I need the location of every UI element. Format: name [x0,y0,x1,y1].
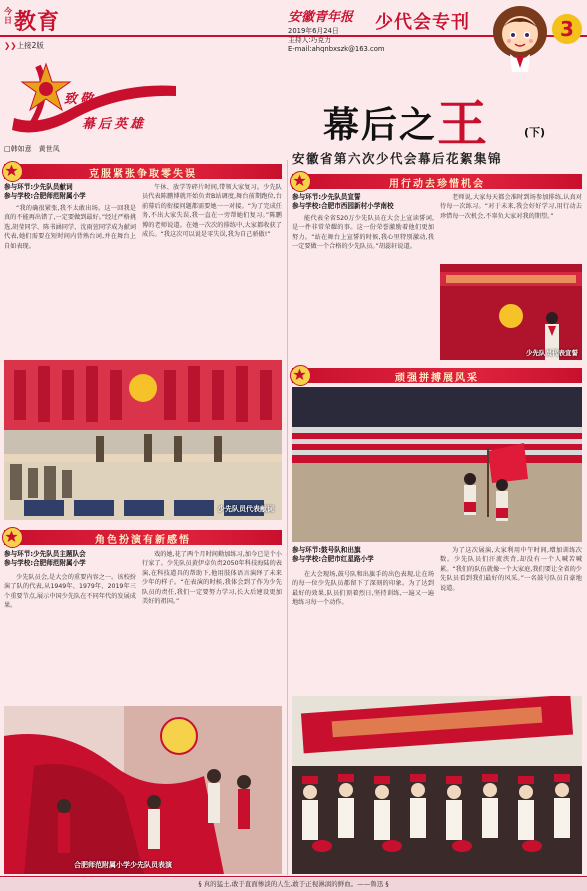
cartoon-girl-illustration [488,2,552,74]
article-paragraph: 老师说,大家每天都会准时到场参加排练,认真对待每一次练习。“对于未来,我会好好学习,用行动去珍惜每一次机会,不辜负大家对我的期望。” [440,194,582,220]
feature-subtitle: 安徽省第六次少代会幕后花絮集锦 [292,151,503,166]
section-info-line: 参与学校:合肥师范附属小学 [4,559,86,567]
section-info-line: 参与环节:少先队员宣誓 [292,193,361,201]
section-info-line: 参与环节:少先队员献词 [4,183,73,191]
stage-photo [4,360,282,520]
section-info-line: 参与学校:合肥师范附属小学 [4,192,86,200]
feature-title-main: 幕后之 [323,104,438,146]
drum-band-photo [292,696,582,874]
article-paragraph: 能代表全省520万少先队员在大会上宣读誓词,是一件非常荣耀的事。这一份荣誉激励着他们更加努力。“站在舞台上宣誓的时候,我心里特别激动,我一定要做一个合格的少先队员。”胡蕊轩说道。 [292,215,434,251]
section-title: 用行动去珍惜机会 [389,179,485,190]
section-info-line: 参与环节:少先队员主题队会 [4,550,86,558]
article-paragraph: 戏的她,花了两个月时间勤加练习,加今已是个小行家了。少先队员黄伊卓负责2050年科技海陆的表演,在科技道具的帮助下,他用肢体语言演绎了未来少年的样子。“在表演的时候,我体会到了作为少先队员的责任,我们一定要努力学习,长大后建设更加美好的祖国。” [142,551,282,606]
section-info-line: 参与学校:合肥市西园新村小学南校 [292,202,394,210]
article-text [440,193,582,261]
issue-meta [288,27,385,54]
article-text [292,214,434,360]
section-logo [2,3,60,33]
issue-editor: 主持人:巧克力 [288,36,332,44]
masthead-line-1: 致敬 [64,92,97,107]
photo-caption: 合肥师范附属小学少先队员表演 [74,861,172,869]
issue-email: E-mail:ahqnbxszk@163.com [288,45,385,53]
continued-label: 上接2版 [16,41,44,50]
section-info [4,550,132,568]
article-paragraph: 少先队员会,是大会的重要内容之一。该校扮演了队的代表,从1949年、1979年、2019年三个重要节点,展示中国少先队在不同年代的发展成果。 [4,574,136,610]
section-info-line: 参与学校:合肥市红星路小学 [292,555,374,563]
article-text [142,550,282,701]
article-paragraph: “我的确很紧张,我不太敢出场。这一回我是真的不能再出错了,一定要做到最好。”经过严格挑选,胡莹同学、陈书涵同学、沈雨萱同学成为献词代表,她们需要在短时间内背熟台词,并在舞台上自如表现。 [4,205,136,250]
article-paragraph: 为了这次展演,大家利用中午时间,增加训练次数。少先队员们汗流浃背,却没有一个人喊苦喊累。“我们的队伍就像一个大家庭,我们要让全省的少先队员看到我们最好的风采。”一名鼓号队员自豪地说道。 [440,547,582,592]
feature-title-highlight: 王 [437,94,490,153]
continued-arrow-icon: ❯❯ [4,41,17,50]
footer-rule [0,876,587,877]
section-title: 顽强拼搏展风采 [395,373,479,384]
article-paragraph: 午休、放学等碎片时间,带领大家复习。少先队员代表陈鹏博就开始负责B站调度,舞台前期跑位,台前幕后的衔接问题都需要她一一对接。“为了完成任务,不出大家失误,我一直在一旁帮她们复习。”陈鹏博的老师说道。在她一次次的排练中,大家都收获了成长。“我这次可以说是零失误,我为自己骄傲!” [142,184,282,239]
section-info [292,193,432,211]
footer-quote: § 真的猛士,敢于直面惨淡的人生,敢于正视淋漓的鲜血。——鲁迅 § [0,878,587,891]
section-header-s1 [4,164,282,179]
continued-note [4,40,44,51]
newspaper-name: 安徽青年报 [288,10,354,25]
photo-caption: 少先队员代表宣誓 [526,349,578,357]
masthead-line-2: 幕后英雄 [82,117,147,132]
article-text [4,204,136,354]
section-prefix: 今日 [4,7,12,25]
photo-caption: 少先队员代表献词 [218,505,274,513]
special-issue-title: 少代会专刊 [375,12,470,33]
feature-part: (下) [524,126,546,139]
oath-photo [440,264,582,360]
section-header-s4 [292,368,582,383]
byline: □韩如意 黄世凤 [4,145,60,153]
article-text [4,573,136,701]
article-text [440,546,582,692]
performance-photo [4,706,282,874]
article-paragraph: 在大会现场,鼓号队和出旗手的出色表现,让在场的每一位少先队员都留下了深刻的印象。为了达到最好的效果,队员们顶着烈日,坚持训练,一遍又一遍地练习每一个动作。 [292,571,434,607]
section-info [292,546,452,564]
section-title: 角色扮演有新感悟 [95,535,191,546]
section-name: 教育 [14,9,61,35]
flag-photo [292,387,582,542]
article-text [292,570,434,692]
page-number-badge: 3 [552,14,582,44]
section-info-line: 参与环节:鼓号队和出旗 [292,546,361,554]
feature-title [323,80,489,152]
section-header-s2 [4,530,282,545]
column-divider [287,160,288,875]
section-title: 克服紧张争取零失误 [89,169,197,180]
section-header-s3 [292,174,582,189]
section-info [4,183,132,201]
issue-date: 2019年6月24日 [288,27,339,35]
article-text [142,183,282,354]
